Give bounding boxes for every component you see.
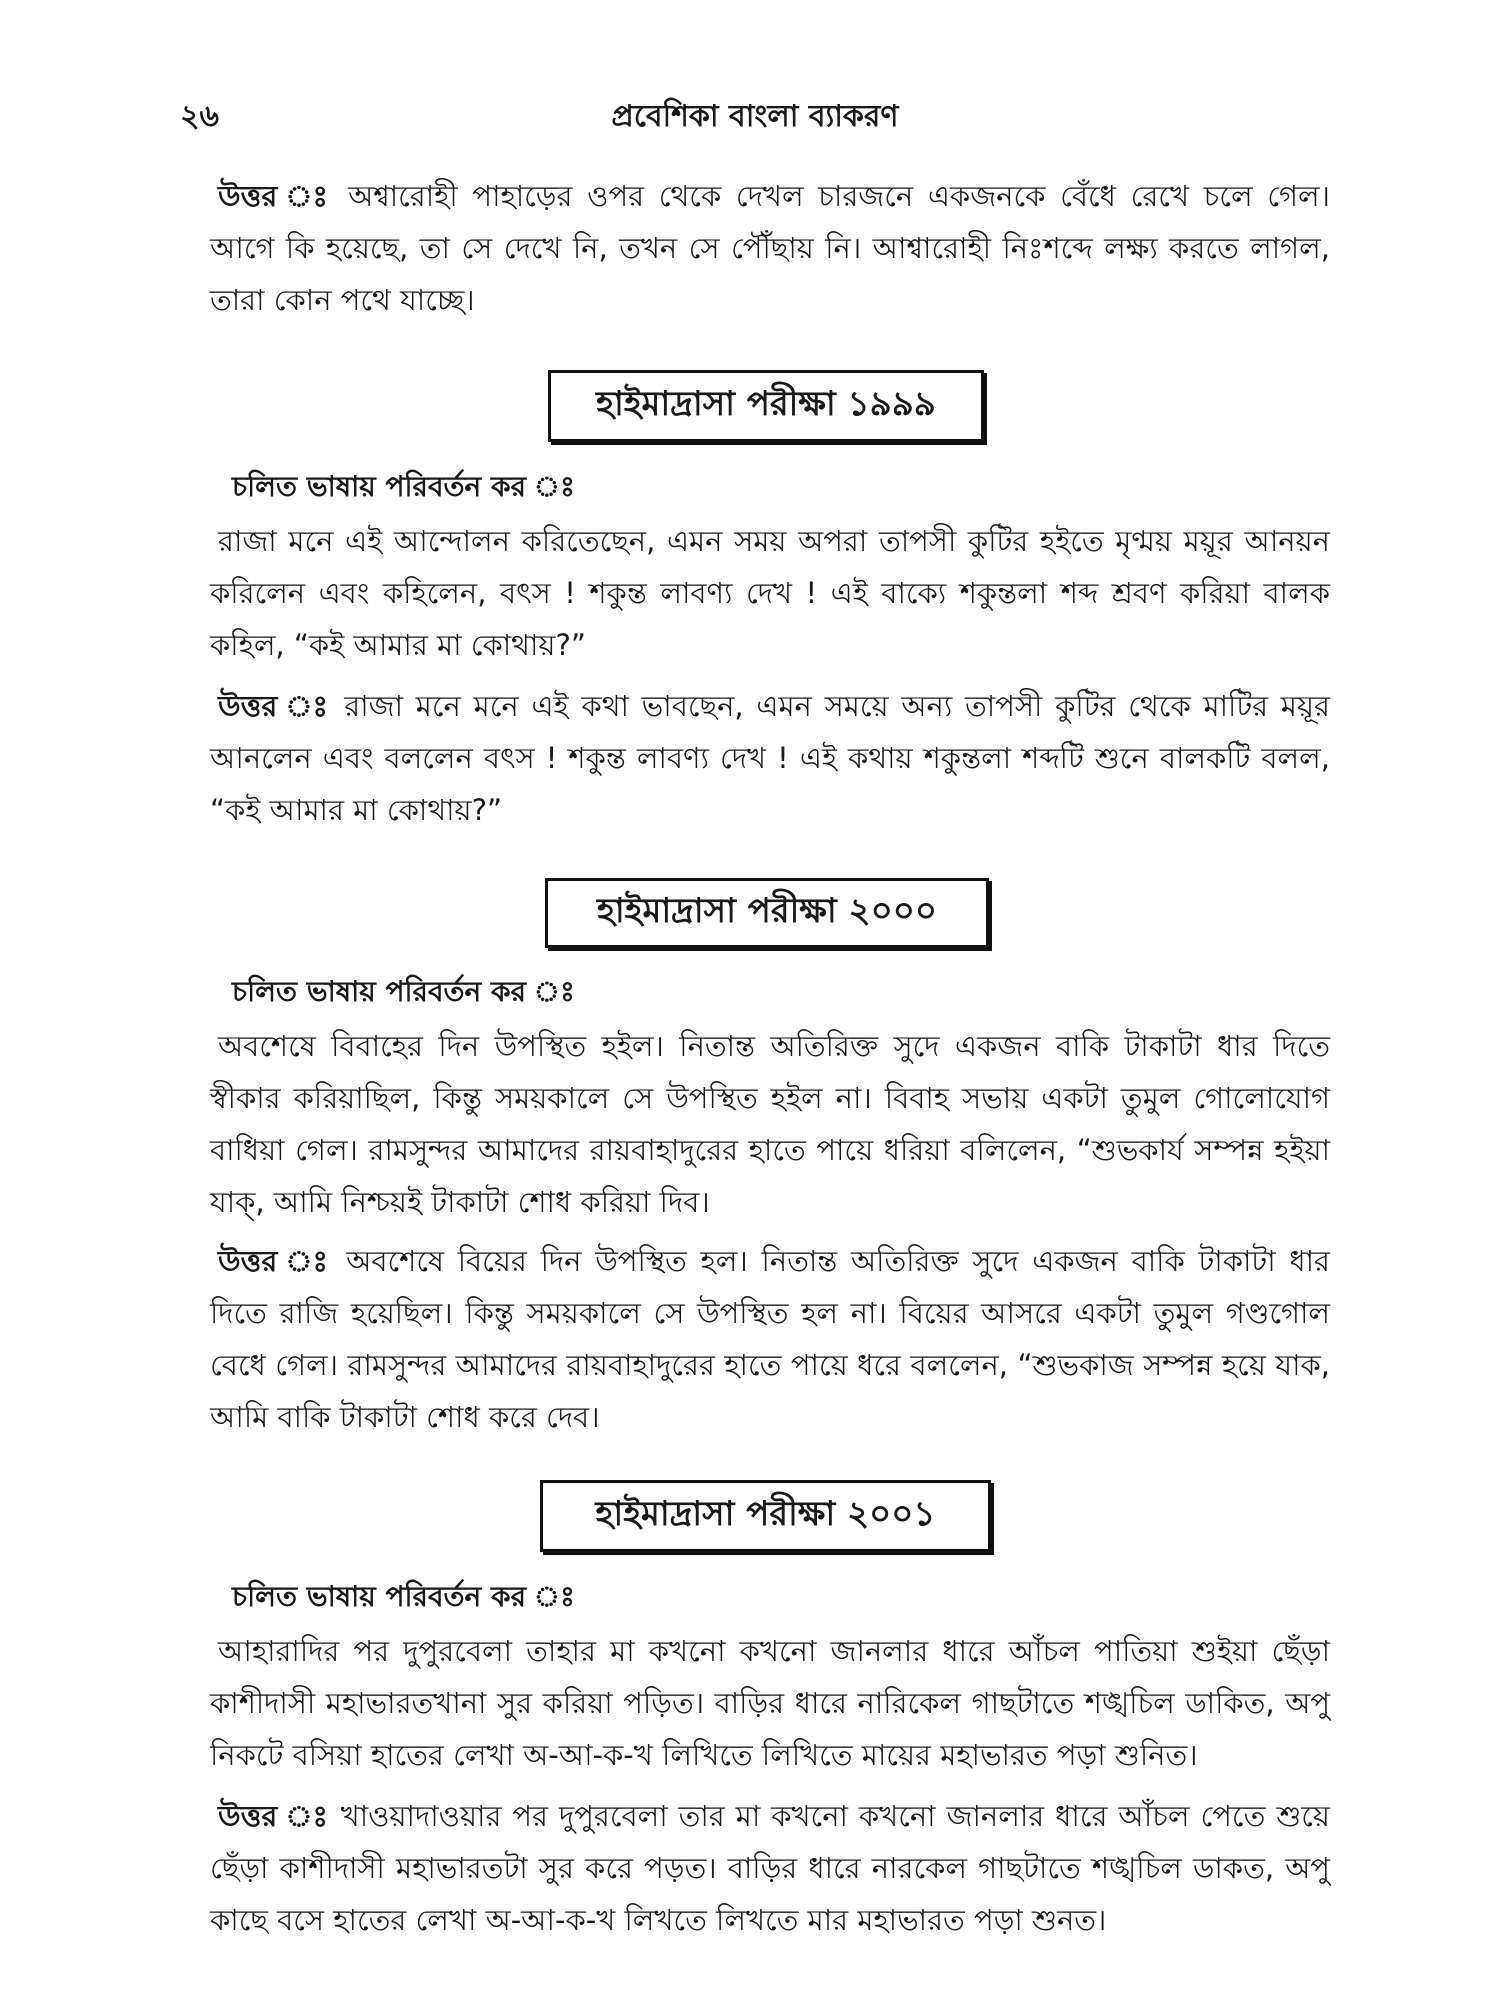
question-2000: অবশেষে বিবাহের দিন উপস্থিত হইল। নিতান্ত অতিরিক্ত সুদে একজন বাকি টাকাটা ধার দিতে স্বীকার করিয়াছিল, কিন্তু সময়কালে সে উপস্থিত হইল না। বিবাহ সভায় একটা তুমুল গোলোযোগ বাধিয়া গেল। রামসুন্দর আমাদের রায়বাহাদুরের হাতে পায়ে ধরিয়া বলিলেন, “শুভকার্য সম্পন্ন হইয়া যাক্, আমি নিশ্চয়ই টাকাটা শোধ করিয়া দিব। [210, 1029, 1330, 1219]
answer-2000 [210, 1235, 1330, 1443]
book-title: প্রবেশিকা বাংলা ব্যাকরণ [611, 99, 899, 134]
intro-answer [210, 170, 1330, 326]
section-heading-2001: হাইমাদ্রাসা পরীক্ষা ২০০১ [540, 1480, 991, 1552]
question-2001: আহারাদির পর দুপুরবেলা তাহার মা কখনো কখনো জানলার ধারে আঁচল পাতিয়া শুইয়া ছেঁড়া কাশীদাসী মহাভারতখানা সুর করিয়া পড়িত। বাড়ির ধারে নারিকেল গাছটাতে শঙ্খচিল ডাকিত, অপু নিকটে বসিয়া হাতের লেখা অ-আ-ক-খ লিখিতে লিখিতে মায়ের মহাভারত পড়া শুনিত। [210, 1634, 1330, 1772]
page-header [180, 92, 1330, 142]
answer-text: খাওয়াদাওয়ার পর দুপুরবেলা তার মা কখনো কখনো জানলার ধারে আঁচল পেতে শুয়ে ছেঁড়া কাশীদাসী মহাভারতটা সুর করে পড়ত। বাড়ির ধারে নারকেল গাছটাতে শঙ্খচিল ডাকত, অপু কাছে বসে হাতের লেখা অ-আ-ক-খ লিখতে লিখতে মার মহাভারত পড়া শুনত। [210, 1799, 1331, 1937]
answer-1999 [210, 680, 1330, 836]
page-number: ২৬ [180, 99, 220, 134]
question-1999: রাজা মনে এই আন্দোলন করিতেছেন, এমন সময় অপরা তাপসী কুটির হইতে মৃণ্ময় ময়ূর আনয়ন করিলেন এবং কহিলেন, বৎস ! শকুন্ত লাবণ্য দেখ ! এই বাক্যে শকুন্তলা শব্দ শ্রবণ করিয়া বালক কহিল, “কই আমার মা কোথায়?” [210, 524, 1330, 662]
instruction-2001: চলিত ভাষায় পরিবর্তন কর ঃ [232, 1580, 575, 1613]
answer-label: উত্তর ঃ [218, 1244, 333, 1278]
answer-text: অবশেষে বিয়ের দিন উপস্থিত হল। নিতান্ত অতিরিক্ত সুদে একজন বাকি টাকাটা ধার দিতে রাজি হয়েছিল। কিন্তু সময়কালে সে উপস্থিত হল না। বিয়ের আসরে একটা তুমুল গণ্ডগোল বেধে গেল। রামসুন্দর আমাদের রায়বাহাদুরের হাতে পায়ে ধরে বললেন, “শুভকাজ সম্পন্ন হয়ে যাক, আমি বাকি টাকাটা শোধ করে দেব। [210, 1244, 1330, 1434]
answer-text: অশ্বারোহী পাহাড়ের ওপর থেকে দেখল চারজনে একজনকে বেঁধে রেখে চলে গেল। আগে কি হয়েছে, তা সে দেখে নি, তখন সে পৌঁছায় নি। আশ্বারোহী নিঃশব্দে লক্ষ্য করতে লাগল, তারা কোন পথে যাচ্ছে। [210, 179, 1331, 317]
answer-2001 [210, 1790, 1330, 1946]
answer-label: উত্তর ঃ [218, 1799, 330, 1833]
instruction-1999: চলিত ভাষায় পরিবর্তন কর ঃ [232, 470, 575, 503]
section-heading-1999: হাইমাদ্রাসা পরীক্ষা ১৯৯৯ [548, 370, 984, 442]
answer-text: রাজা মনে মনে এই কথা ভাবছেন, এমন সময়ে অন্য তাপসী কুটির থেকে মাটির ময়ূর আনলেন এবং বললেন বৎস ! শকুন্ত লাবণ্য দেখ ! এই কথায় শকুন্তলা শব্দটি শুনে বালকটি বলল, “কই আমার মা কোথায়?” [210, 689, 1330, 827]
instruction-2000: চলিত ভাষায় পরিবর্তন কর ঃ [232, 975, 575, 1008]
section-heading-2000: হাইমাদ্রাসা পরীক্ষা ২০০০ [545, 878, 989, 948]
answer-label: উত্তর ঃ [218, 689, 332, 723]
answer-label: উত্তর ঃ [218, 179, 334, 213]
